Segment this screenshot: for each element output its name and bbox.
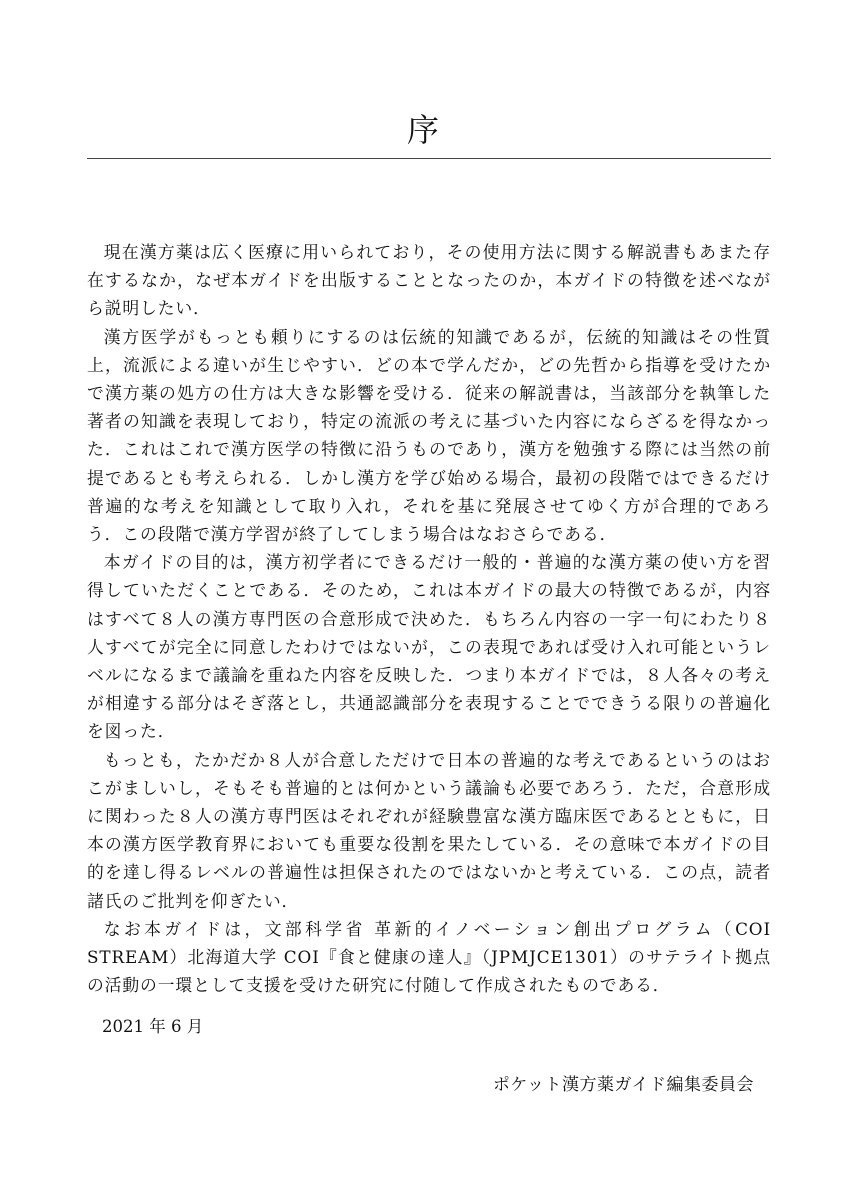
date: 2021 年 6 月 <box>102 1017 204 1036</box>
paragraph-3: 本ガイドの目的は，漢方初学者にできるだけ一般的・普遍的な漢方薬の使い方を習得していただくことである．そのため，これは本ガイドの最大の特徴であるが，内容はすべて８人の漢方専門医の合意形成で決めた．もちろん内容の一字一句にわたり８人すべてが完全に同意したわけではないが，この表現であれば受け入れ可能というレベルになるまで議論を重ねた内容を反映した．つまり本ガイドでは，８人各々の考えが相違する部分はそぎ落とし，共通認識部分を表現することでできうる限りの普遍化を図った． <box>87 552 771 742</box>
paragraph-2: 漢方医学がもっとも頼りにするのは伝統的知識であるが，伝統的知識はその性質上，流派による違いが生じやすい．どの本で学んだか，どの先哲から指導を受けたかで漢方薬の処方の仕方は大きな影響を受ける．従来の解説書は，当該部分を執筆した著者の知識を表現しており，特定の流派の考えに基づいた内容にならざるを得なかった．これはこれで漢方医学の特徴に沿うものであり，漢方を勉強する際には当然の前提であるとも考えられる．しかし漢方を学び始める場合，最初の段階ではできるだけ普遍的な考えを知識として取り入れ，それを基に発展させてゆく方が合理的であろう．この段階で漢方学習が終了してしまう場合はなおさらである． <box>87 326 771 545</box>
paragraph-1: 現在漢方薬は広く医療に用いられており，その使用方法に関する解説書もあまた存在するなか，なぜ本ガイドを出版することとなったのか，本ガイドの特徴を述べながら説明したい． <box>87 242 771 319</box>
paragraph-4: もっとも，たかだか８人が合意しただけで日本の普遍的な考えであるというのはおこがましいし，そもそも普遍的とは何かという議論も必要であろう．ただ，合意形成に関わった８人の漢方専門医はそれぞれが経験豊富な漢方臨床医であるとともに，日本の漢方医学教育界においても重要な役割を果たしている．その意味で本ガイドの目的を達し得るレベルの普遍性は担保されたのではないかと考えている．この点，読者諸氏のご批判を仰ぎたい． <box>87 749 771 911</box>
title-divider <box>87 158 771 159</box>
preface-body <box>87 238 771 999</box>
paragraph-5: なお本ガイドは，文部科学省 革新的イノベーション創出プログラム（COI STREAM）北海道大学 COI『食と健康の達人』（JPMJCE1301）のサテライト拠点の活動の一環として支援を受けた研究に付随して作成されたものである． <box>87 918 771 996</box>
page-title: 序 <box>406 111 439 149</box>
signature: ポケット漢方薬ガイド編集委員会 <box>492 1075 754 1095</box>
